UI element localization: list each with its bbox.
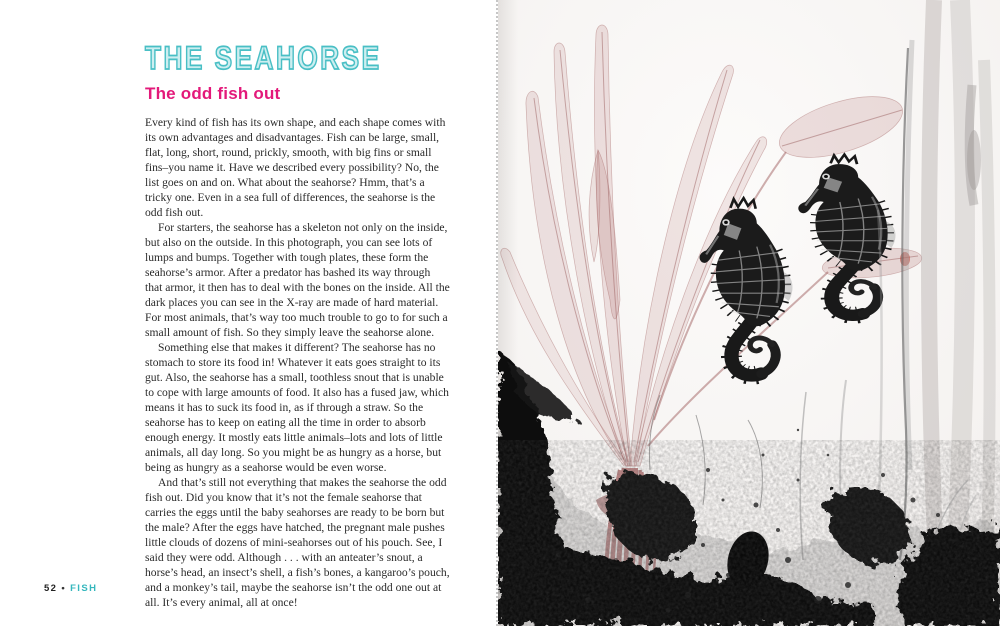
body-text xyxy=(145,115,450,610)
xray-photo-illustration xyxy=(498,0,1000,626)
body-paragraph-2: For starters, the seahorse has a skeleton not only on the inside, but also on the outside. In this photograph, you can see lots of lumps and bumps. Together with tough plates, these form the seahorse’s armor. After a predator has bashed its way through that armor, it then has to deal with the bones on the inside. All the dark places you can see in the X-ray are made of hard material. For most animals, that’s way too much trouble to go to for such a small amount of fish. So they simply leave the seahorse alone. xyxy=(145,221,450,339)
page-subtitle: The odd fish out xyxy=(145,84,281,103)
page-number: 52 xyxy=(44,583,58,594)
body-paragraph-1: Every kind of fish has its own shape, and each shape comes with its own advantages and disadvantages. Fish can be large, small, flat, long, short, round, prickly, smooth, with big fins or small fins–you name it. Have we described every possibility? No, the list goes on and on. What about the seahorse? Hmm, that’s a tricky one. Even in a sea full of differences, the seahorse is the odd fish out. xyxy=(145,116,446,219)
page-footer xyxy=(44,583,97,594)
page-title: THE SEAHORSE xyxy=(145,40,382,76)
footer-separator: • xyxy=(61,583,67,594)
left-page xyxy=(0,0,497,626)
body-paragraph-4: And that’s still not everything that makes the seahorse the odd fish out. Did you know that it’s not the female seahorse that carries the eggs until the baby seahorses are ready to be born but the male? After the eggs have hatched, the pregnant male pushes little clouds of dozens of mini-seahorses out of his pouch. See, I said they were odd. Although . . . with an anteater’s snout, a horse’s head, an insect’s shell, a fish’s bones, a kangaroo’s pouch, and a monkey’s tail, maybe the seahorse isn’t the odd one out at all. It’s every animal, all at once! xyxy=(145,476,450,609)
body-paragraph-3: Something else that makes it different? The seahorse has no stomach to store its food in! Whatever it eats goes straight to its gut. Also, the seahorse has a small, toothless snout that is unable to cope with large amounts of food. It also has a fused jaw, which means it has to suck its food in, as if through a straw. So the seahorse has to keep on eating all the time in order to absorb enough energy. It mostly eats little animals–lots and lots of little animals, all day long. So you might be as hungry as a horse, but being as hungry as a seahorse would be even worse. xyxy=(145,341,449,474)
section-label: FISH xyxy=(70,583,98,594)
right-page xyxy=(498,0,1000,626)
text-column xyxy=(145,40,450,610)
